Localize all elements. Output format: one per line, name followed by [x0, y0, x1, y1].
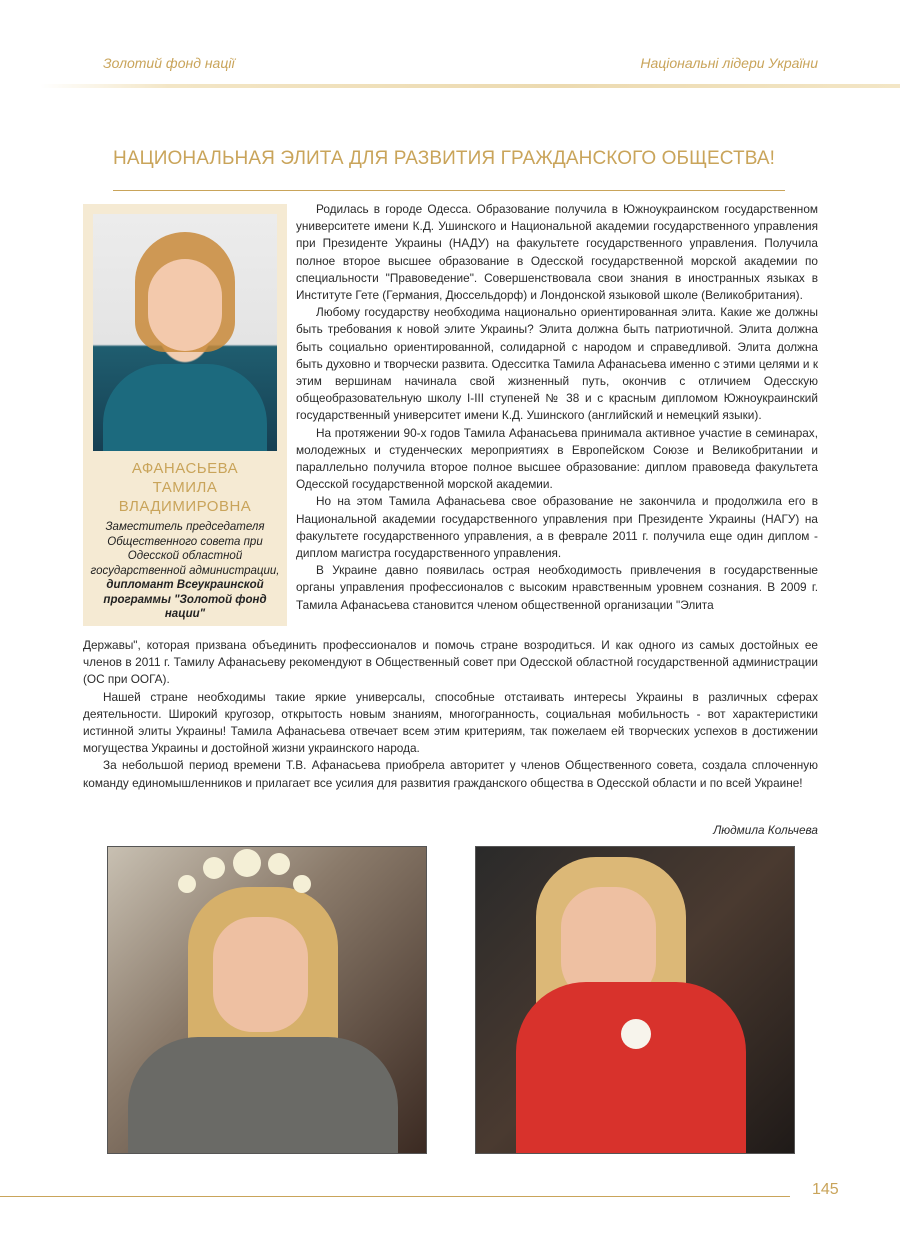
profile-name-line3: ВЛАДИМИРОВНА: [118, 498, 252, 515]
profile-name-line2: ТАМИЛА: [152, 479, 218, 496]
footer-divider: [0, 1196, 790, 1197]
header-divider: [40, 84, 900, 88]
article-paragraph: Державы", которая призвана объединить профессионалов и помочь стране возродиться. И как одного из самых достойных ее членов в 2011 г. Тамилу Афанасьеву рекомендуют в Общественный совет при Одесской областной государственной администрации (ОС при ООГА).: [83, 638, 818, 687]
profile-position: Заместитель председателя Общественного совета при Одесской областной государственной администрации,: [90, 521, 280, 577]
article-title: НАЦИОНАЛЬНАЯ ЭЛИТА ДЛЯ РАЗВИТИЯ ГРАЖДАНСКОГО ОБЩЕСТВА!: [113, 148, 775, 169]
article-paragraph: За небольшой период времени Т.В. Афанасьева приобрела авторитет у членов Общественного совета, создала сплоченную команду единомышленников и прилагает все усилия для развития гражданского общества в Одесской области и по всей Украине!: [83, 758, 818, 790]
profile-award: дипломант Всеукраинской программы "Золотой фонд нации": [103, 579, 267, 620]
profile-name: [83, 459, 287, 516]
article-paragraph: Но на этом Тамила Афанасьева свое образование не закончила и продолжила его в Национальной академии государственного управления при Президенте Украины (НАГУ) на факультете государственного управления, а в феврале 2011 г. получила еще один диплом - диплом магистра государственного управления.: [296, 494, 818, 561]
author-signature: Людмила Кольчева: [713, 823, 818, 837]
article-column-right: [296, 201, 818, 614]
page-number: 145: [812, 1181, 839, 1198]
article-paragraph: На протяжении 90-х годов Тамила Афанасьева принимала активное участие в семинарах, молодежных и студенческих мероприятиях в Европейском Союзе и Великобритании и параллельно получила второе полное высшее образование: диплом правоведа факультета Одесской государственной морской академии.: [296, 425, 818, 492]
article-paragraph: Нашей стране необходимы такие яркие универсалы, способные отстаивать интересы Украины в различных сферах деятельности. Широкий кругозор, открытость новым знаниям, многогранность, социальная мобильность - вот характеристики истинной элиты Украины! Тамила Афанасьева отвечает всем этим критериям, так пожелаем ей творческих успехов в достижении могущества Украины и достойной жизни украинского народа.: [83, 689, 818, 756]
portrait-photo: [93, 214, 277, 451]
photo-flower-wreath: [107, 846, 427, 1154]
article-full-width: [83, 637, 818, 792]
article-paragraph: В Украине давно появилась острая необходимость привлечения в государственные органы управления профессионалов с высоким нравственным уровнем сознания. В 2009 г. Тамила Афанасьева становится членом общественной организации "Элита: [296, 563, 818, 612]
photo-red-dress: [475, 846, 795, 1154]
title-divider: [113, 190, 785, 191]
running-header-right: Національні лідери України: [640, 55, 818, 71]
running-header-left: Золотий фонд нації: [103, 55, 235, 71]
profile-name-line1: АФАНАСЬЕВА: [131, 460, 239, 477]
profile-role: [87, 520, 283, 622]
profile-sidebar: [83, 204, 287, 626]
article-paragraph: Родилась в городе Одесса. Образование получила в Южноукраинском государственном университете имени К.Д. Ушинского и Национальной академии государственного управления при Президенте Украины (НАДУ) на факультете государственного управления. Получила полное второе высшее образование в Одесской государственной морской академии по специальности "Правоведение". Совершенствовала свои знания в иностранных языках в Институте Гете (Германия, Дюссельдорф) и Лондонской языковой школе (Великобритания).: [296, 202, 818, 303]
article-paragraph: Любому государству необходима национально ориентированная элита. Какие же должны быть требования к новой элите Украины? Элита должна быть патриотичной. Элита должна быть социально ориентированной, солидарной с народом и справедливой. Элита должна быть духовно и творчески развита. Одесситка Тамила Афанасьева именно с этими целями и к этим вершинам начинала свой жизненный путь, окончив с отличием Одесскую общеобразовательную школу I-III ступеней № 38 и с красным дипломом Южноукраинский государственный университет имени К.Д. Ушинского (английский и немецкий языки).: [296, 305, 818, 423]
